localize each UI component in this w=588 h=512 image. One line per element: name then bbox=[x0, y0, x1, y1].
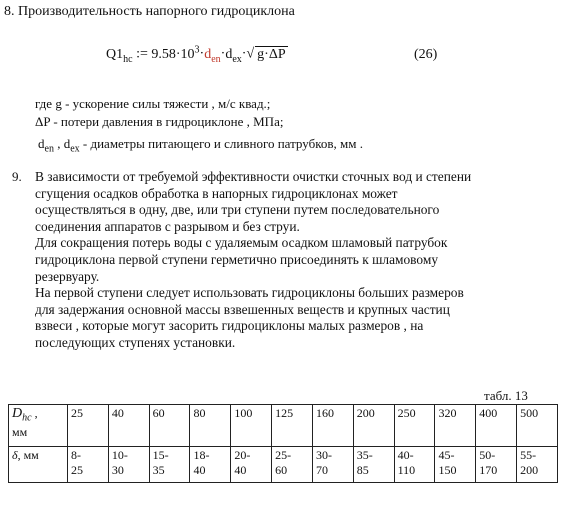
formula-number: (26) bbox=[414, 47, 438, 62]
formula-d-ex: $d_{ex}$ bbox=[225, 46, 242, 65]
row-header-diameter: $D_{hc}$ , мм bbox=[9, 405, 68, 447]
table-cell: 200 bbox=[353, 405, 394, 447]
section-8-heading bbox=[4, 4, 295, 20]
table-cell: 18- 40 bbox=[190, 447, 231, 483]
paragraph-line: осуществляться в одну, две, или три ступени путем последовательного bbox=[35, 202, 440, 218]
table-cell: 320 bbox=[435, 405, 476, 447]
table-cell: 55- 200 bbox=[517, 447, 558, 483]
table-cell: 8- 25 bbox=[68, 447, 109, 483]
section-9-body bbox=[35, 169, 575, 352]
paragraph-line: Для сокращения потерь воды с удаляемым осадком шламовый патрубок bbox=[35, 235, 448, 251]
definition-dp: ΔP - потери давления в гидроциклоне , МПа; bbox=[35, 114, 284, 129]
table-cell: 45- 150 bbox=[435, 447, 476, 483]
formula-assign: := bbox=[136, 46, 148, 62]
table-cell: 125 bbox=[272, 405, 313, 447]
table-cell: 25- 60 bbox=[272, 447, 313, 483]
paragraph-line: последующих ступенях установки. bbox=[35, 334, 236, 350]
table-cell: 100 bbox=[231, 405, 272, 447]
table-cell: 30- 70 bbox=[312, 447, 353, 483]
formula-d-en: $d_{en}$ bbox=[204, 46, 221, 65]
paragraph-line: соединения аппаратов с разрывом и без струи. bbox=[35, 218, 300, 234]
paragraph-line: На первой ступени следует использовать гидроциклоны больших размеров bbox=[35, 285, 464, 301]
table-cell: 15- 35 bbox=[149, 447, 190, 483]
table-13 bbox=[8, 404, 558, 483]
table-cell: 250 bbox=[394, 405, 435, 447]
paragraph-line: резервуару. bbox=[35, 268, 100, 284]
formula-coefficient: $9.58\cdot 10^3$ bbox=[151, 44, 200, 62]
paragraph-line: взвеси , которые могут засорить гидроциклоны малых размеров , на bbox=[35, 318, 424, 334]
paragraph-line: для задержания основной массы взвешенных веществ и крупных частиц bbox=[35, 301, 450, 317]
formula-26: $Q1_{hc}$ := $9.58\cdot 10^3\cdot d_{en}\cdot d_{ex}\cdot√$ g·ΔP bbox=[106, 44, 286, 65]
definition-g: где g - ускорение силы тяжести , м/с квад.; bbox=[35, 96, 271, 111]
section-9-number: 9. bbox=[12, 169, 22, 184]
paragraph-line: гидроциклона первой ступени герметично присоединять к шламовому bbox=[35, 251, 439, 267]
table-row-thickness bbox=[9, 447, 558, 483]
table-cell: 20- 40 bbox=[231, 447, 272, 483]
table-cell: 400 bbox=[476, 405, 517, 447]
table-cell: 80 bbox=[190, 405, 231, 447]
formula-lhs: $Q1_{hc}$ bbox=[106, 46, 133, 65]
table-caption: табл. 13 bbox=[484, 388, 528, 403]
row-header-thickness: δ, мм bbox=[9, 447, 68, 483]
table-cell: 60 bbox=[149, 405, 190, 447]
sqrt-sign: √ bbox=[246, 46, 255, 62]
table-row-diameter bbox=[9, 405, 558, 447]
paragraph-line: В зависимости от требуемой эффективности очистки сточных вод и степени bbox=[35, 169, 472, 184]
table-cell: 160 bbox=[312, 405, 353, 447]
formula-radicand: g·ΔP bbox=[257, 46, 286, 62]
paragraph-line: сгущения осадков обработка в напорных гидроциклонах может bbox=[35, 185, 398, 201]
table-cell: 10- 30 bbox=[108, 447, 149, 483]
table-cell: 40 bbox=[108, 405, 149, 447]
table-cell: 25 bbox=[68, 405, 109, 447]
table-cell: 500 bbox=[517, 405, 558, 447]
definition-diameters: $d_{en}$ , $d_{ex}$ - диаметры питающего и сливного патрубков, мм . bbox=[38, 136, 363, 155]
table-cell: 50- 170 bbox=[476, 447, 517, 483]
section-title: Производительность напорного гидроциклона bbox=[18, 4, 295, 19]
section-number: 8. bbox=[4, 4, 15, 19]
table-cell: 40- 110 bbox=[394, 447, 435, 483]
table-cell: 35- 85 bbox=[353, 447, 394, 483]
